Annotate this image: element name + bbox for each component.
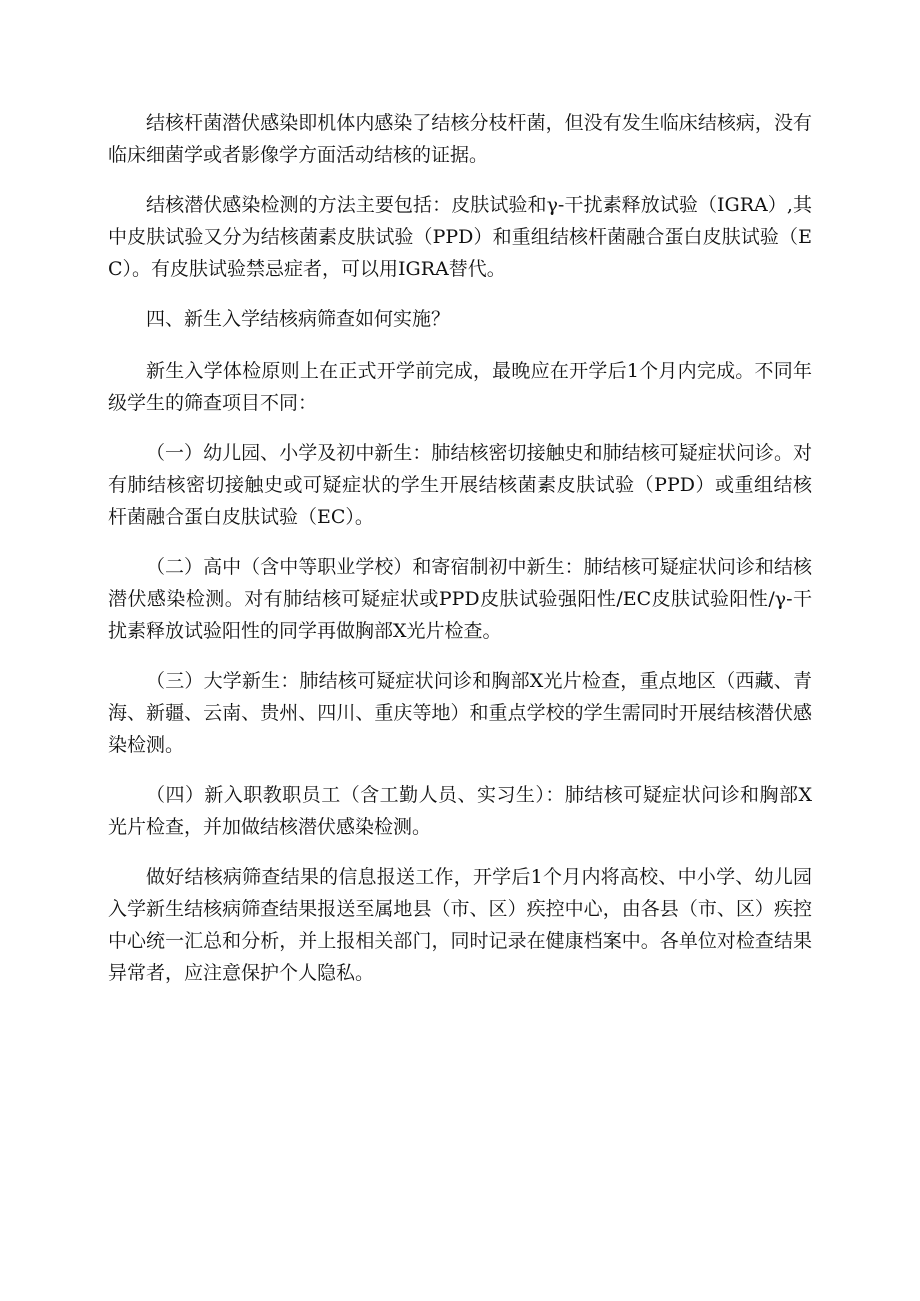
paragraph-item-kindergarten-primary-junior: （一）幼儿园、小学及初中新生：肺结核密切接触史和肺结核可疑症状问诊。对有肺结核密切接触史或可疑症状的学生开展结核菌素皮肤试验（PPD）或重组结核杆菌融合蛋白皮肤试验（EC）。 [108, 442, 812, 528]
paragraph-item-senior-boarding: （二）高中（含中等职业学校）和寄宿制初中新生：肺结核可疑症状问诊和结核潜伏感染检测。对有肺结核可疑症状或PPD皮肤试验强阳性/EC皮肤试验阳性/γ-干扰素释放试验阳性的同学再做胸部X光片检查。 [108, 556, 812, 642]
paragraph-item-staff: （四）新入职教职员工（含工勤人员、实习生）：肺结核可疑症状问诊和胸部X光片检查，并加做结核潜伏感染检测。 [108, 784, 812, 838]
paragraph-latent-infection-definition: 结核杆菌潜伏感染即机体内感染了结核分枝杆菌，但没有发生临床结核病，没有临床细菌学或者影像学方面活动结核的证据。 [108, 112, 812, 166]
paragraph-item-university: （三）大学新生：肺结核可疑症状问诊和胸部X光片检查，重点地区（西藏、青海、新疆、云南、贵州、四川、重庆等地）和重点学校的学生需同时开展结核潜伏感染检测。 [108, 670, 812, 756]
paragraph-screening-timing: 新生入学体检原则上在正式开学前完成，最晚应在开学后1个月内完成。不同年级学生的筛查项目不同： [108, 360, 812, 414]
paragraph-detection-methods: 结核潜伏感染检测的方法主要包括：皮肤试验和γ-干扰素释放试验（IGRA）,其中皮肤试验又分为结核菌素皮肤试验（PPD）和重组结核杆菌融合蛋白皮肤试验（EC）。有皮肤试验禁忌症者，可以用IGRA替代。 [108, 194, 812, 280]
paragraph-reporting: 做好结核病筛查结果的信息报送工作，开学后1个月内将高校、中小学、幼儿园入学新生结核病筛查结果报送至属地县（市、区）疾控中心，由各县（市、区）疾控中心统一汇总和分析，并上报相关部门，同时记录在健康档案中。各单位对检查结果异常者，应注意保护个人隐私。 [108, 866, 812, 984]
section-heading-screening: 四、新生入学结核病筛查如何实施？ [146, 308, 451, 330]
